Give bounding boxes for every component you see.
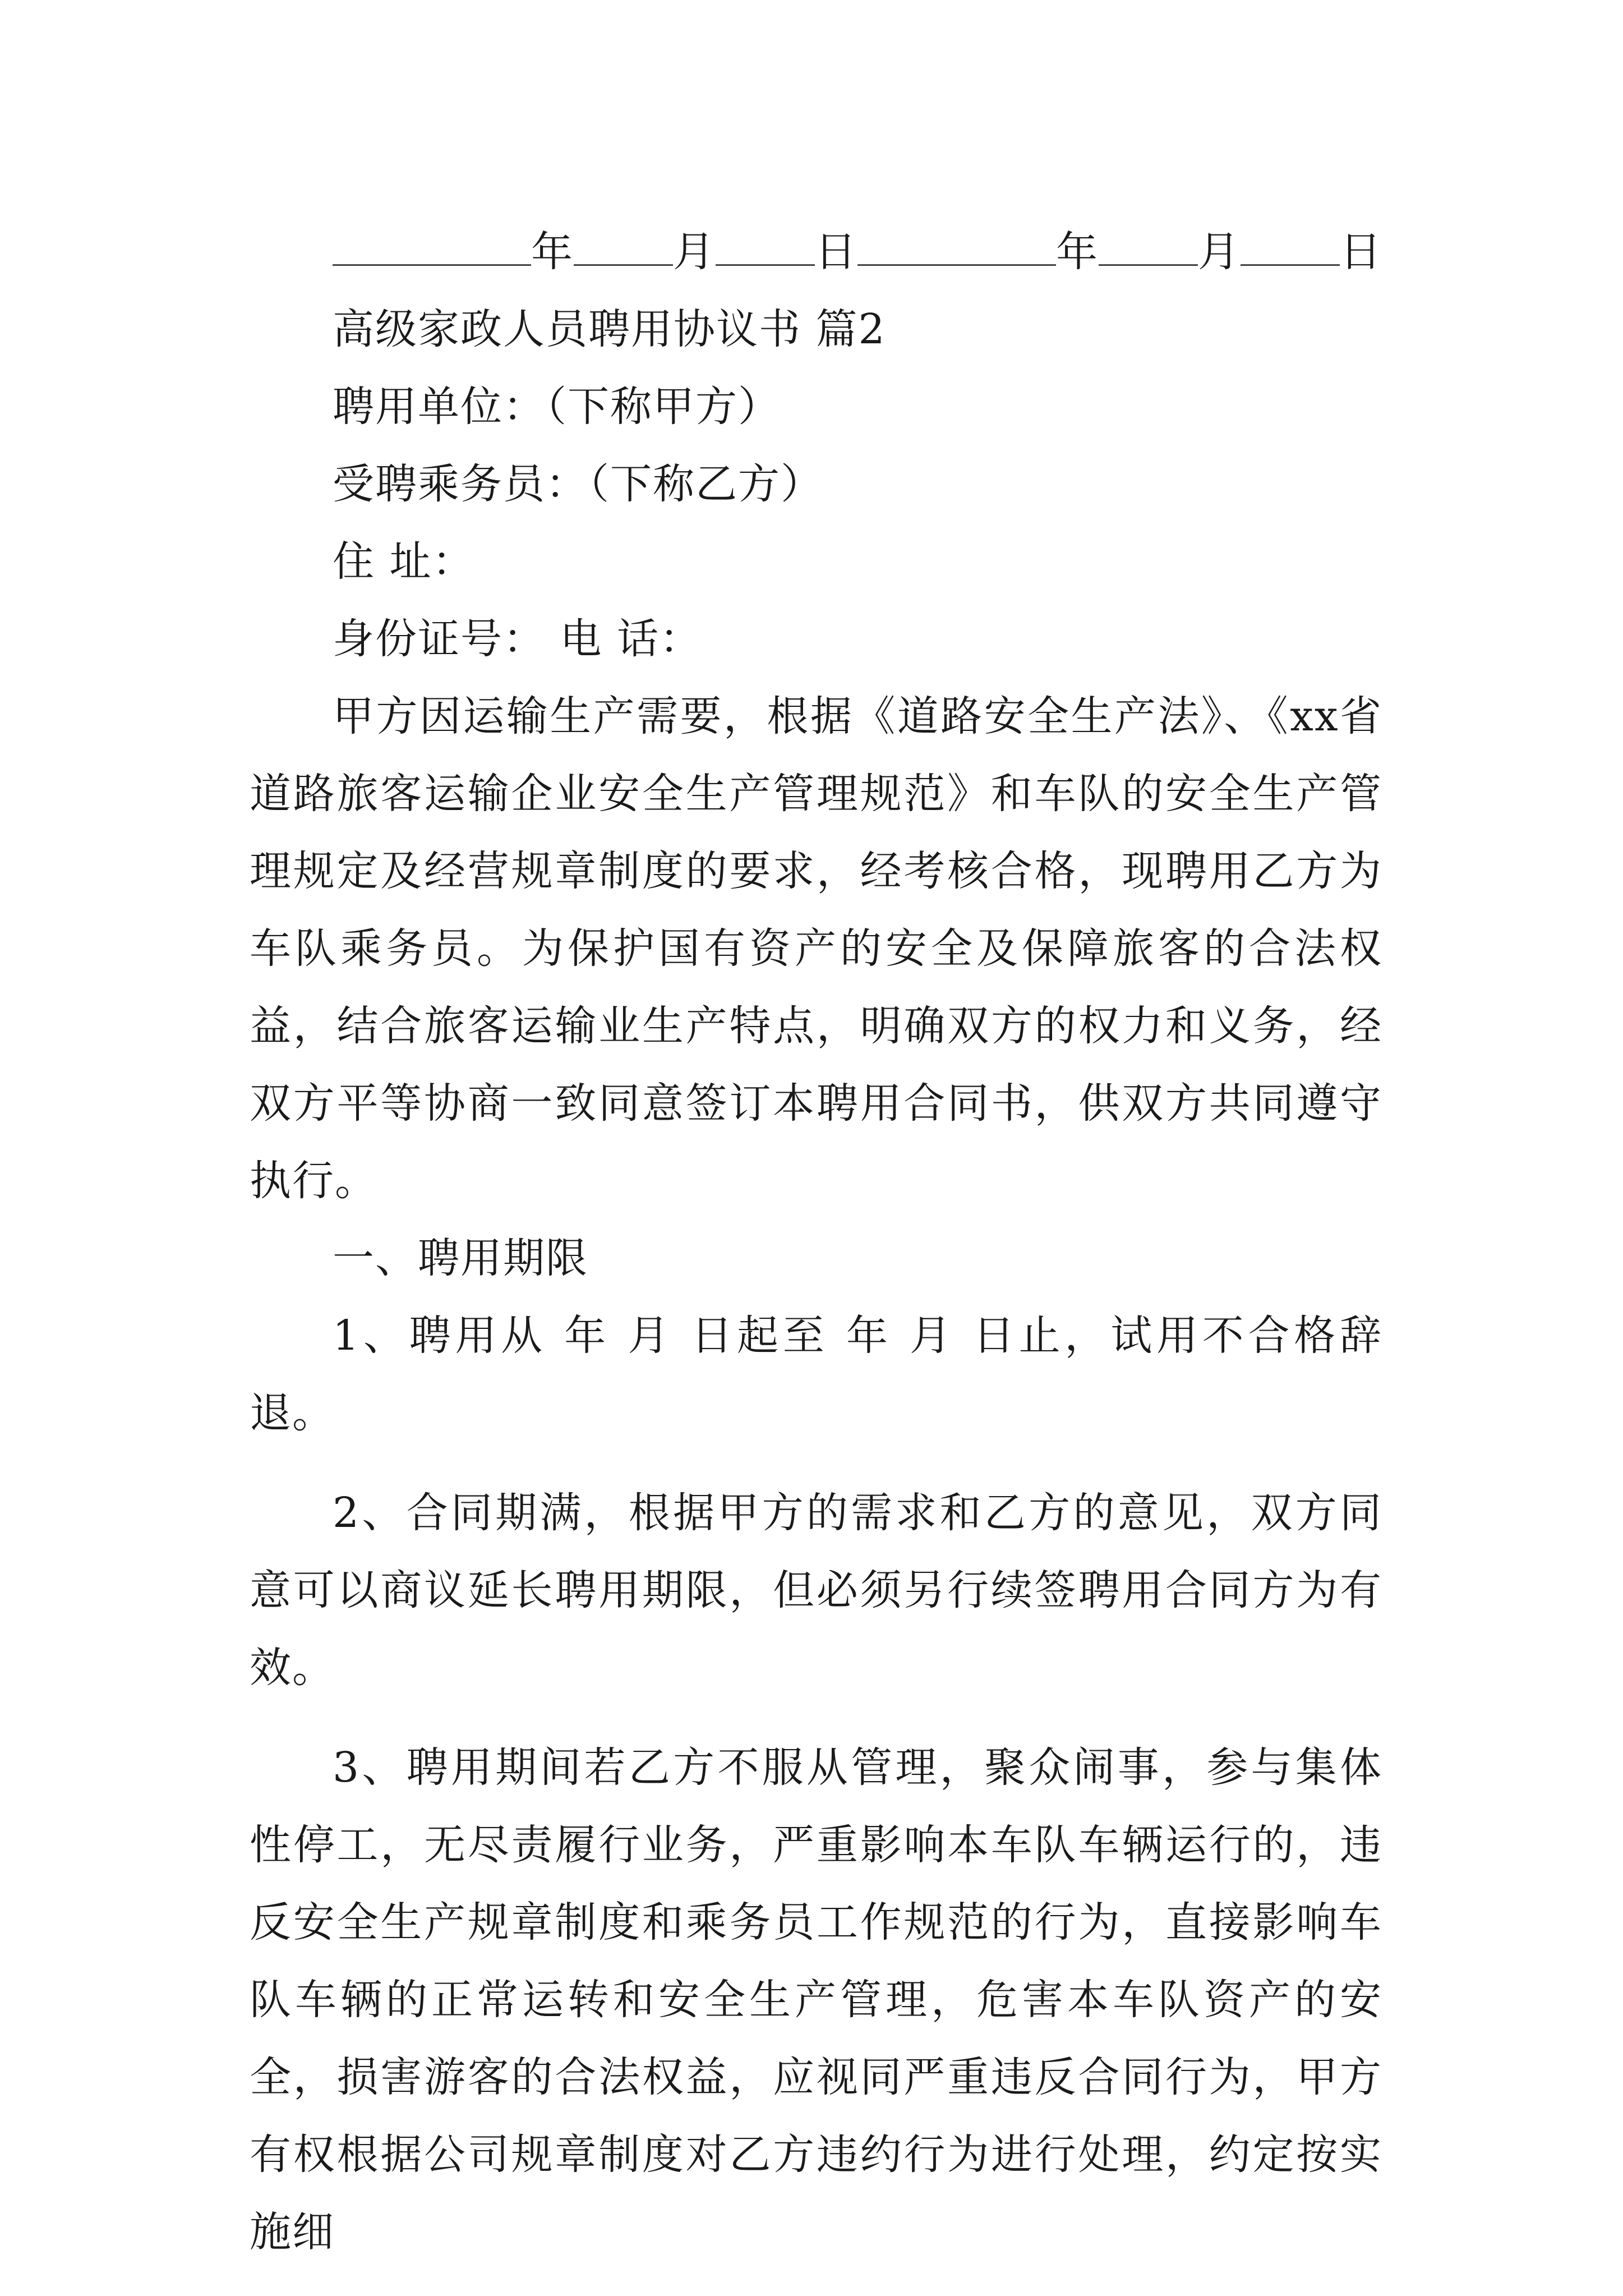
intro-paragraph: 甲方因运输生产需要，根据《道路安全生产法》、《xx省道路旅客运输企业安全生产管理规范》和车队的安全生产管理规定及经营规章制度的要求，经考核合格，现聘用乙方为车队乘务员。为保护国有资产的安全及保障旅客的合法权益，结合旅客运输业生产特点，明确双方的权力和义务，经双方平等协商一致同意签订本聘用合同书，供双方共同遵守执行。 xyxy=(250,692,1382,1205)
day-blank-1 xyxy=(716,225,815,266)
clause-1: 1、聘用从 年 月 日起至 年 月 日止，试用不合格辞退。 xyxy=(250,1312,1382,1437)
year-label-1: 年 xyxy=(531,228,574,276)
year-blank-2 xyxy=(857,225,1056,266)
employer-field: 聘用单位：（下称甲方） xyxy=(333,383,781,431)
month-blank-2 xyxy=(1099,225,1198,266)
month-blank-1 xyxy=(574,225,673,266)
month-label-1: 月 xyxy=(673,228,716,276)
paragraph-gap xyxy=(250,1452,1382,1474)
document-page xyxy=(250,213,1382,2271)
day-label-1: 日 xyxy=(815,228,857,276)
section-1-title: 一、聘用期限 xyxy=(333,1234,588,1282)
address-field: 住 址： xyxy=(333,537,475,586)
employee-field: 受聘乘务员：（下称乙方） xyxy=(333,460,823,508)
document-heading: 高级家政人员聘用协议书 篇2 xyxy=(333,305,886,353)
signature-date-line xyxy=(250,213,1382,291)
clause-2: 2、合同期满，根据甲方的需求和乙方的意见，双方同意可以商议延长聘用期限，但必须另行续签聘用合同方为有效。 xyxy=(250,1489,1382,1692)
day-blank-2 xyxy=(1241,225,1340,266)
paragraph-gap xyxy=(250,1706,1382,1729)
year-label-2: 年 xyxy=(1056,228,1099,276)
month-label-2: 月 xyxy=(1198,228,1241,276)
year-blank-1 xyxy=(333,225,531,266)
day-label-2: 日 xyxy=(1340,228,1382,276)
id-phone-field: 身份证号： 电 话： xyxy=(333,615,703,663)
clause-3: 3、聘用期间若乙方不服从管理，聚众闹事，参与集体性停工，无尽责履行业务，严重影响本车队车辆运行的，违反安全生产规章制度和乘务员工作规范的行为，直接影响车队车辆的正常运转和安全生产管理，危害本车队资产的安全，损害游客的合法权益，应视同严重违反合同行为，甲方有权根据公司规章制度对乙方违约行为进行处理，约定按实施细 xyxy=(250,1743,1382,2256)
